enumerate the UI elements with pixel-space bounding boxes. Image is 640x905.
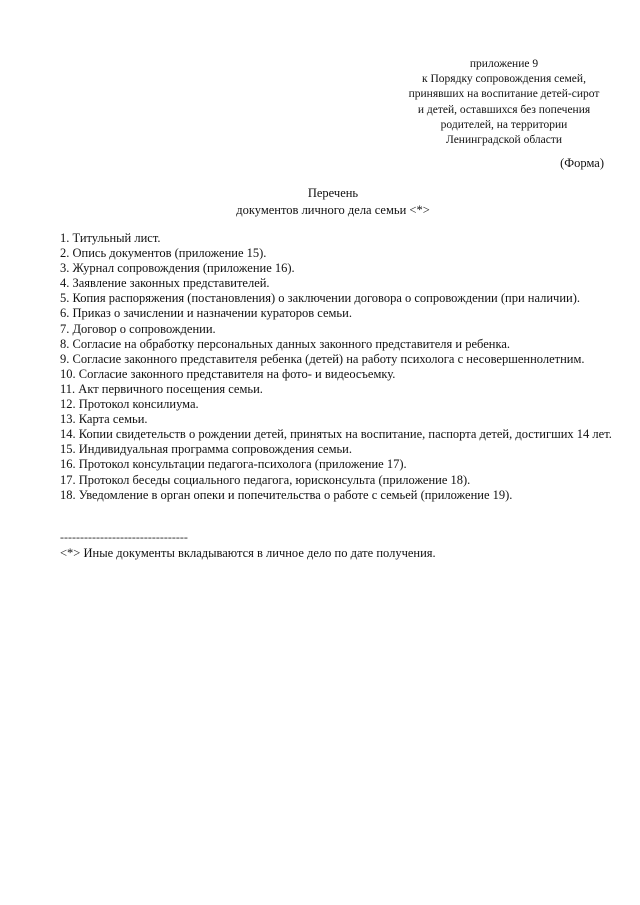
- list-item: 11. Акт первичного посещения семьи.: [60, 381, 263, 396]
- footnote: <*> Иные документы вкладываются в личное дело по дате получения.: [60, 546, 436, 560]
- document-list: [60, 231, 615, 503]
- form-label: (Форма): [560, 156, 604, 170]
- appendix-line: Ленинградской области: [445, 134, 563, 147]
- footnote-separator: --------------------------------: [60, 530, 188, 544]
- list-item: 18. Уведомление в орган опеки и попечительства о работе с семьей (приложение 19).: [60, 487, 513, 502]
- list-item: 7. Договор о сопровождении.: [60, 321, 216, 336]
- appendix-line: приложение 9: [469, 58, 539, 70]
- appendix-header: [380, 57, 628, 148]
- document-title: [60, 185, 606, 218]
- list-item: 3. Журнал сопровождения (приложение 16).: [60, 261, 295, 276]
- list-item: 2. Опись документов (приложение 15).: [60, 246, 267, 261]
- list-item: 16. Протокол консультации педагога-психолога (приложение 17).: [60, 457, 407, 472]
- list-item: 17. Протокол беседы социального педагога, юрисконсульта (приложение 18).: [60, 472, 471, 487]
- list-item: 4. Заявление законных представителей.: [60, 276, 270, 291]
- list-item: 15. Индивидуальная программа сопровождения семьи.: [60, 442, 352, 457]
- appendix-line: и детей, оставшихся без попечения: [417, 103, 591, 116]
- list-item: 9. Согласие законного представителя ребенка (детей) на работу психолога с несовершеннолетним.: [60, 351, 585, 366]
- list-item: 13. Карта семьи.: [60, 412, 148, 427]
- appendix-line: принявших на воспитание детей-сирот: [408, 88, 600, 101]
- title-line-2: документов личного дела семьи <*>: [236, 202, 430, 217]
- list-item: 5. Копия распоряжения (постановления) о заключении договора о сопровождении (при наличии).: [60, 291, 581, 306]
- list-item: 12. Протокол консилиума.: [60, 397, 199, 412]
- appendix-line: к Порядку сопровождения семей,: [422, 73, 586, 86]
- list-item: 6. Приказ о зачислении и назначении кураторов семьи.: [60, 306, 352, 321]
- list-item: 8. Согласие на обработку персональных данных законного представителя и ребенка.: [60, 336, 511, 351]
- title-line-1: Перечень: [307, 186, 359, 200]
- appendix-line: родителей, на территории: [440, 118, 568, 131]
- list-item: 10. Согласие законного представителя на фото- и видеосъемку.: [60, 366, 396, 381]
- list-item: 14. Копии свидетельств о рождении детей, принятых на воспитание, паспорта детей, достигших 14 лет.: [60, 427, 612, 442]
- list-item: 1. Титульный лист.: [60, 231, 161, 245]
